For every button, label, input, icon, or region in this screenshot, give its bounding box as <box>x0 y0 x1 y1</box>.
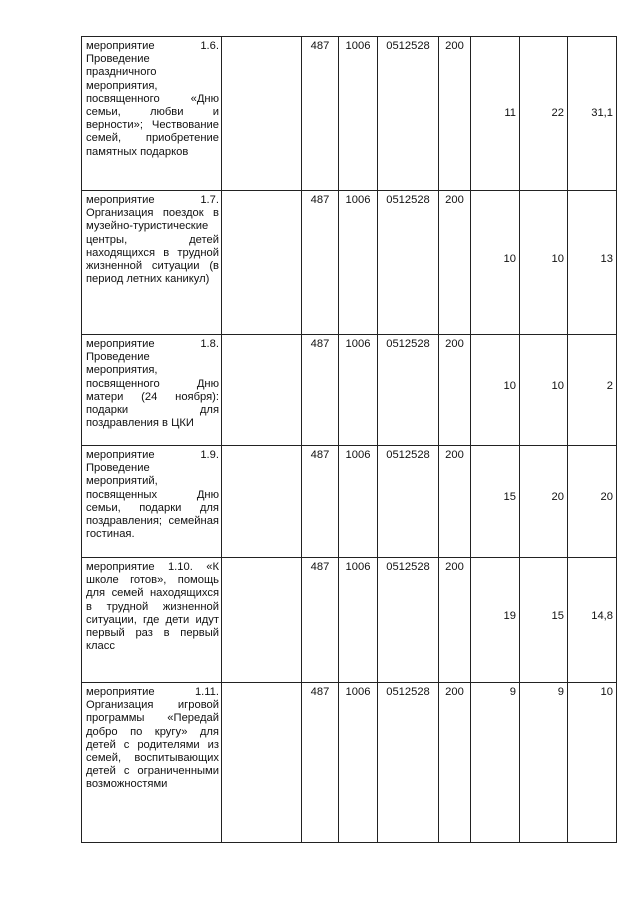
measure-name: мероприятие 1.11. Организация игровой программы «Передай добро по кругу» для детей с родителями из семей, воспитывающих детей с ограниченными возможностями <box>86 686 219 791</box>
year3-value-cell <box>568 191 617 335</box>
year2-value: 10 <box>551 380 564 392</box>
year3-value: 20 <box>600 491 613 503</box>
grbs-code: 487 <box>302 446 339 558</box>
year3-value-cell <box>568 446 617 558</box>
table-row <box>82 335 617 446</box>
grbs-code: 487 <box>302 683 339 843</box>
measure-name: мероприятие 1.7. Организация поездок в музейно-туристические центры, детей находящихся в трудной жизненной ситуации (в период летних каникул) <box>86 194 219 286</box>
table-row <box>82 683 617 843</box>
year1-value: 19 <box>503 610 516 622</box>
year3-value: 13 <box>600 253 613 265</box>
year1-value: 10 <box>503 380 516 392</box>
section-code: 1006 <box>339 446 378 558</box>
year1-value: 10 <box>503 253 516 265</box>
empty-cell <box>222 191 302 335</box>
expense-type-code: 200 <box>439 191 471 335</box>
year2-value: 15 <box>551 610 564 622</box>
year1-value: 9 <box>509 686 516 698</box>
budget-table <box>81 36 617 843</box>
table-row <box>82 37 617 191</box>
table-row <box>82 558 617 683</box>
target-article-code: 0512528 <box>378 683 439 843</box>
target-article-code: 0512528 <box>378 558 439 683</box>
empty-cell <box>222 558 302 683</box>
measure-name-cell <box>82 558 222 683</box>
year1-value-cell <box>471 683 520 843</box>
expense-type-code: 200 <box>439 558 471 683</box>
section-code: 1006 <box>339 335 378 446</box>
measure-name: мероприятие 1.10. «К школе готов», помощь для семей находящихся в трудной жизненной ситуации, где дети идут первый раз в первый класс <box>86 561 219 653</box>
year3-value-cell <box>568 37 617 191</box>
year2-value-cell <box>520 37 568 191</box>
measure-name: мероприятие 1.9. Проведение мероприятий, посвященных Дню семьи, подарки для поздравления; семейная гостиная. <box>86 449 219 541</box>
expense-type-code: 200 <box>439 335 471 446</box>
year1-value: 15 <box>503 491 516 503</box>
empty-cell <box>222 335 302 446</box>
year2-value: 9 <box>557 686 564 698</box>
year1-value-cell <box>471 335 520 446</box>
year3-value: 31,1 <box>591 107 613 119</box>
year3-value: 2 <box>606 380 613 392</box>
table-row <box>82 191 617 335</box>
year3-value-cell <box>568 335 617 446</box>
section-code: 1006 <box>339 191 378 335</box>
measure-name-cell <box>82 683 222 843</box>
expense-type-code: 200 <box>439 37 471 191</box>
measure-name-cell <box>82 335 222 446</box>
target-article-code: 0512528 <box>378 191 439 335</box>
year2-value: 10 <box>551 253 564 265</box>
year2-value-cell <box>520 446 568 558</box>
grbs-code: 487 <box>302 335 339 446</box>
year3-value-cell <box>568 558 617 683</box>
section-code: 1006 <box>339 683 378 843</box>
grbs-code: 487 <box>302 37 339 191</box>
year2-value: 20 <box>551 491 564 503</box>
measure-name-cell <box>82 191 222 335</box>
year2-value-cell <box>520 191 568 335</box>
target-article-code: 0512528 <box>378 37 439 191</box>
target-article-code: 0512528 <box>378 446 439 558</box>
year3-value: 10 <box>600 686 613 698</box>
year1-value: 11 <box>504 107 516 119</box>
grbs-code: 487 <box>302 558 339 683</box>
empty-cell <box>222 37 302 191</box>
grbs-code: 487 <box>302 191 339 335</box>
measure-name-cell <box>82 446 222 558</box>
year2-value: 22 <box>551 107 564 119</box>
measure-name: мероприятие 1.8. Проведение мероприятия, посвященного Дню матери (24 ноября): подарки для поздравления в ЦКИ <box>86 338 219 430</box>
year2-value-cell <box>520 683 568 843</box>
year3-value-cell <box>568 683 617 843</box>
empty-cell <box>222 683 302 843</box>
expense-type-code: 200 <box>439 446 471 558</box>
section-code: 1006 <box>339 37 378 191</box>
measure-name-cell <box>82 37 222 191</box>
expense-type-code: 200 <box>439 683 471 843</box>
section-code: 1006 <box>339 558 378 683</box>
year3-value: 14,8 <box>591 610 613 622</box>
year1-value-cell <box>471 558 520 683</box>
year1-value-cell <box>471 37 520 191</box>
empty-cell <box>222 446 302 558</box>
year2-value-cell <box>520 558 568 683</box>
year2-value-cell <box>520 335 568 446</box>
table-row <box>82 446 617 558</box>
year1-value-cell <box>471 446 520 558</box>
measure-name: мероприятие 1.6. Проведение праздничного мероприятия, посвященного «Дню семьи, любви и верности»; Чествование семей, приобретение памятных подарков <box>86 40 219 158</box>
target-article-code: 0512528 <box>378 335 439 446</box>
year1-value-cell <box>471 191 520 335</box>
